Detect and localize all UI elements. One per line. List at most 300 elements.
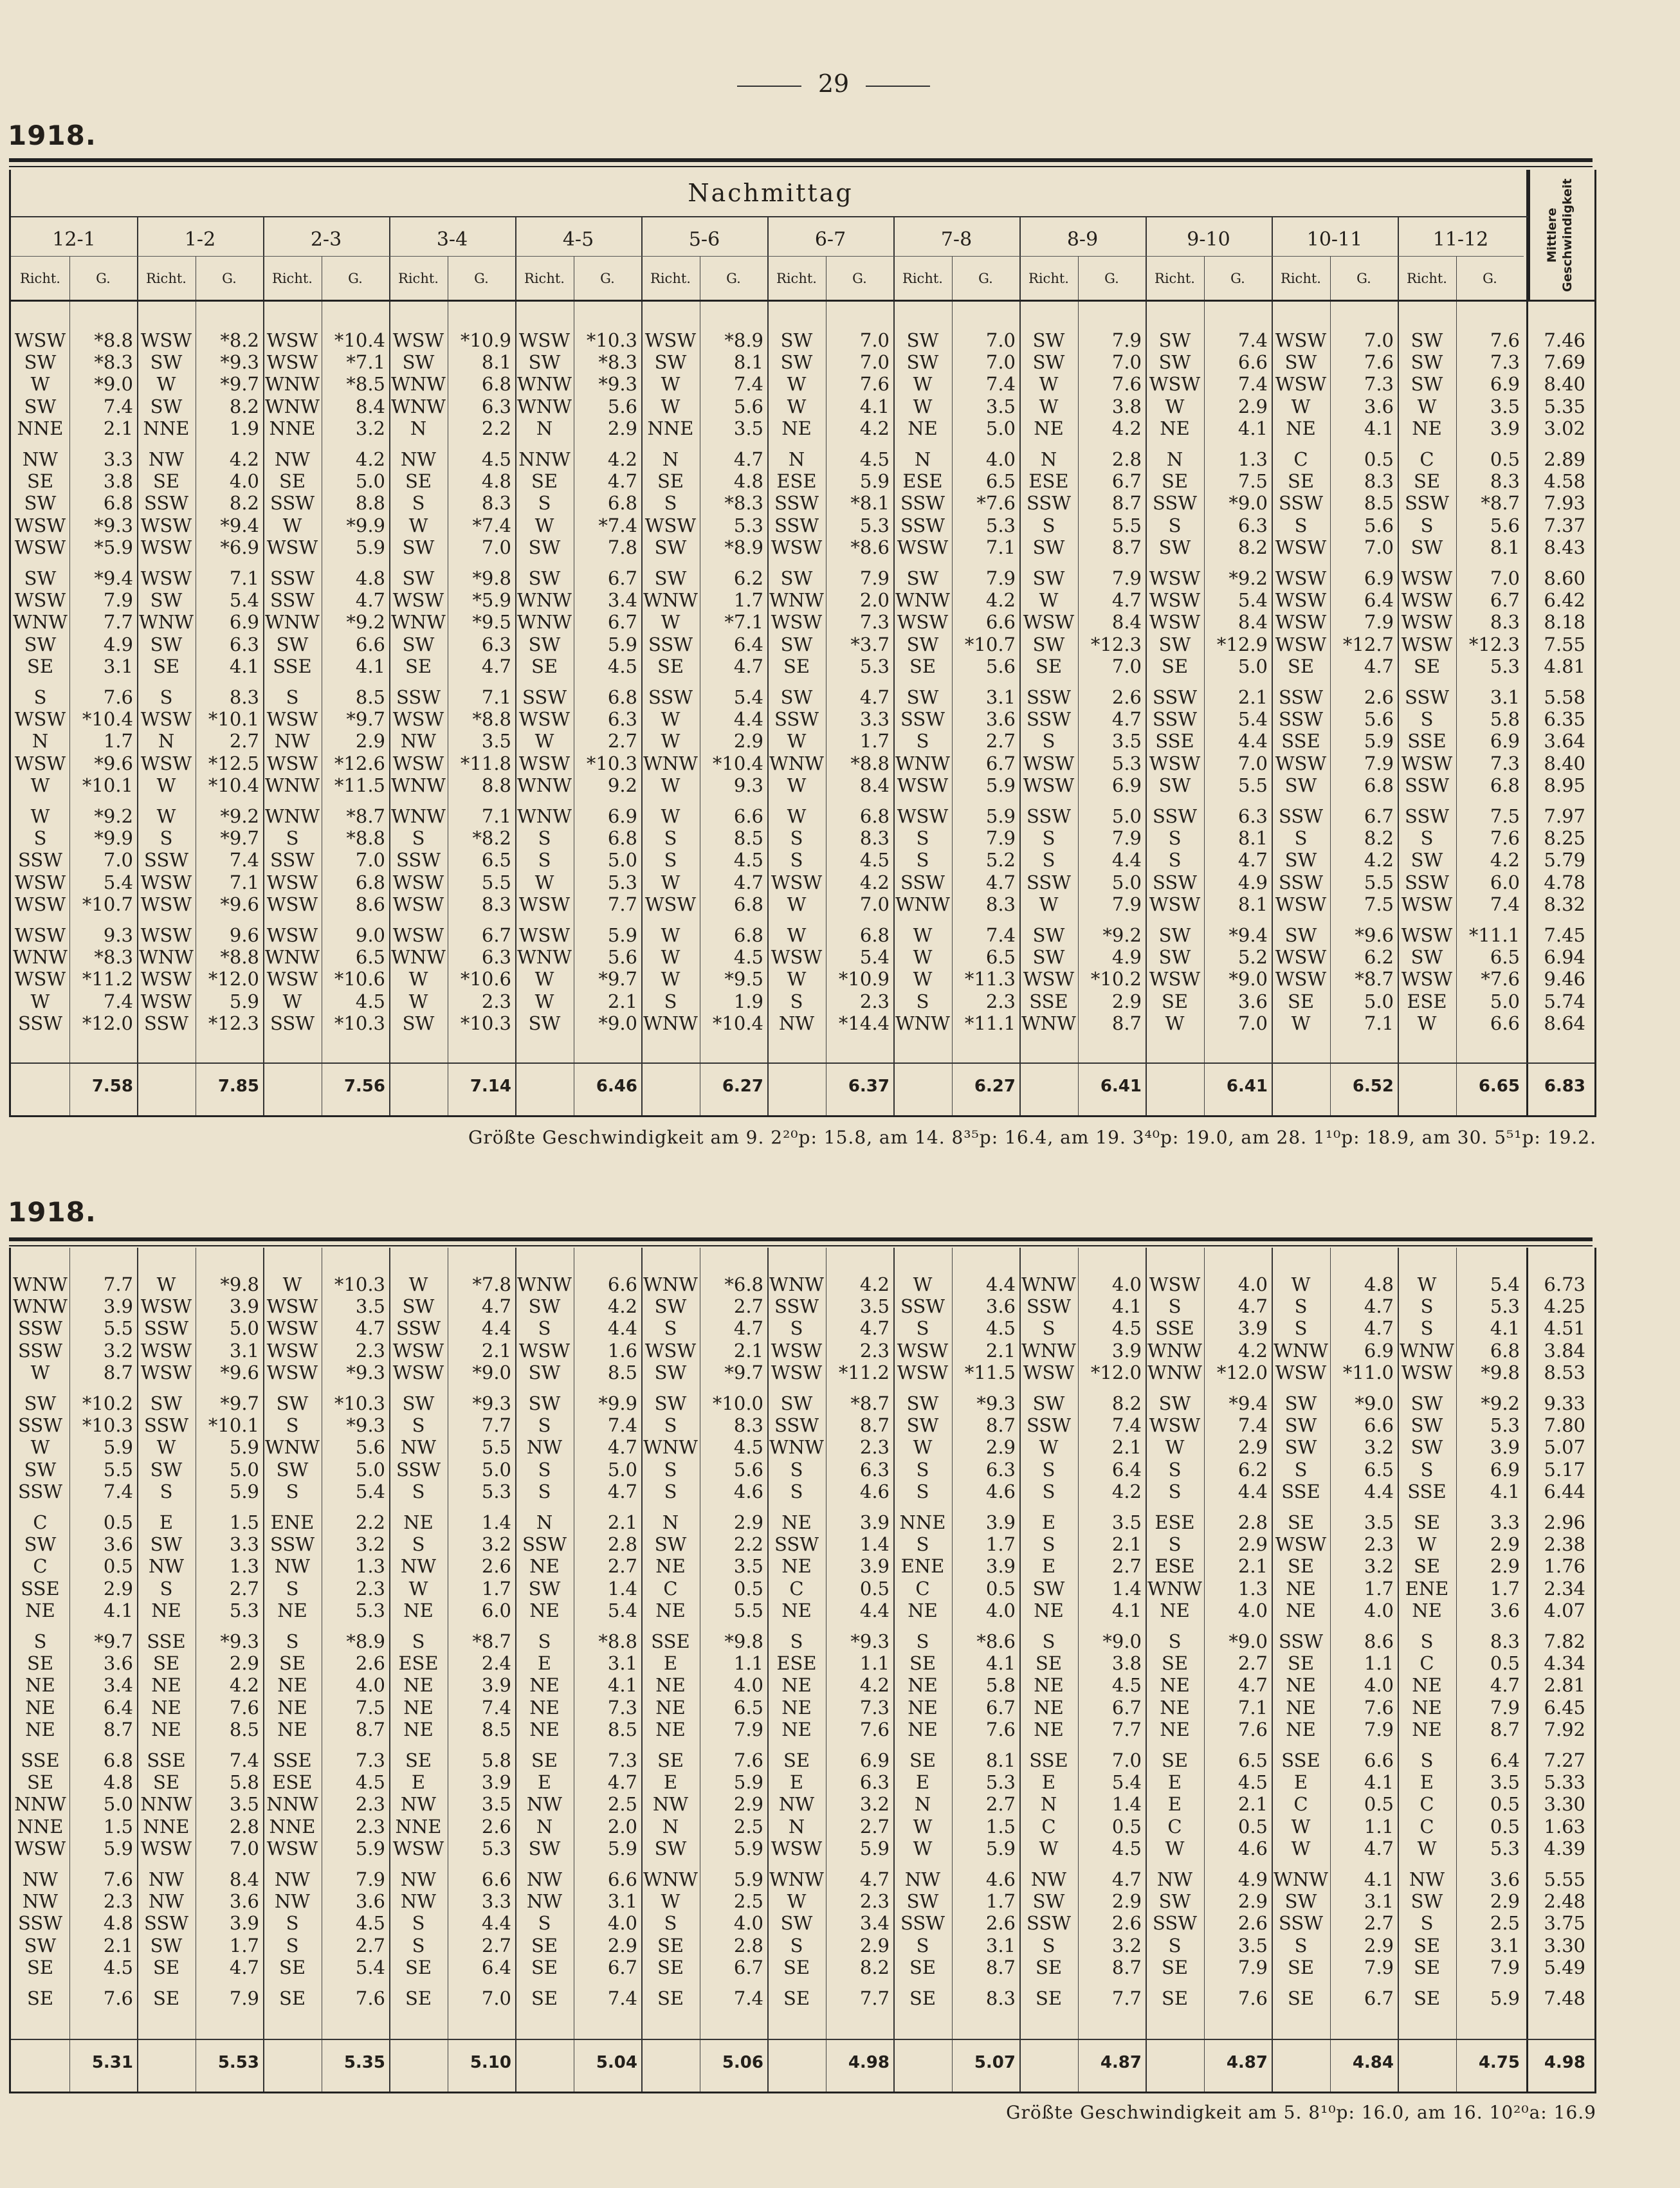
speed-cell: 4.7 [1237, 1674, 1268, 1697]
direction-cell: NE [529, 1599, 560, 1621]
direction-cell: SW [1032, 351, 1065, 374]
direction-cell: SSW [1152, 1912, 1198, 1935]
direction-cell: NE [25, 1674, 55, 1697]
mean-cell: 2.38 [1544, 1533, 1585, 1556]
direction-cell: NE [529, 1718, 560, 1740]
direction-cell: WSW [140, 1837, 192, 1859]
speed-cell: *11.1 [964, 1012, 1016, 1034]
direction-cell: S [1168, 1934, 1182, 1956]
speed-cell: 4.1 [607, 1674, 637, 1697]
speed-cell: 5.4 [607, 1599, 637, 1621]
speed-cell: 4.8 [355, 567, 385, 589]
direction-cell: WSW [14, 536, 66, 558]
speed-cell: 5.0 [1111, 871, 1142, 893]
direction-cell: NE [25, 1599, 55, 1621]
speed-cell: 1.1 [733, 1652, 763, 1675]
direction-cell: N [536, 417, 553, 439]
direction-cell: NE [529, 1696, 560, 1718]
direction-cell: S [412, 1934, 425, 1956]
speed-cell: 7.7 [607, 893, 637, 915]
direction-cell: S [1168, 827, 1182, 850]
direction-cell: WSW [140, 536, 192, 558]
speed-cell: 8.2 [1364, 827, 1394, 850]
speed-cell: 2.1 [607, 990, 637, 1012]
direction-cell: W [282, 1273, 302, 1295]
speed-cell: 6.0 [481, 1599, 511, 1621]
mean-cell: 8.18 [1544, 611, 1585, 634]
direction-cell: SE [1161, 1956, 1189, 1978]
direction-cell: WNW [769, 1273, 824, 1295]
speed-cell: 7.9 [1111, 893, 1142, 915]
total-cell: 5.10 [470, 2053, 511, 2072]
speed-cell: 7.6 [1237, 1718, 1268, 1740]
direction-cell: W [661, 946, 680, 969]
direction-cell: SE [1161, 655, 1189, 677]
speed-cell: 6.5 [1364, 1458, 1394, 1481]
direction-cell: WSW [392, 893, 444, 915]
direction-cell: SW [654, 536, 687, 558]
speed-cell: 7.0 [859, 351, 890, 374]
speed-cell: 1.3 [1237, 1577, 1268, 1600]
speed-cell: 4.8 [481, 470, 511, 493]
mean-cell: 2.89 [1544, 448, 1585, 470]
speed-cell: 4.4 [1364, 1480, 1394, 1502]
direction-cell: W [408, 968, 428, 990]
direction-cell: SW [528, 1295, 561, 1318]
mean-cell: 9.46 [1544, 968, 1585, 990]
mean-header-label [1544, 179, 1575, 293]
mean-cell: 7.69 [1544, 351, 1585, 374]
direction-cell: C [1420, 1815, 1434, 1837]
speed-cell: 5.0 [103, 1793, 133, 1816]
direction-cell: S [1420, 1749, 1434, 1771]
speed-cell: *8.8 [850, 752, 890, 774]
total-cell: 6.52 [1352, 1077, 1394, 1096]
speed-cell: 5.3 [481, 1480, 511, 1502]
direction-cell: WSW [14, 893, 66, 915]
speed-cell: 3.9 [1237, 1317, 1268, 1340]
direction-cell: ENE [900, 1555, 945, 1578]
speed-cell: 4.7 [1364, 655, 1394, 677]
speed-cell: 7.5 [1364, 893, 1394, 915]
direction-cell: SSW [269, 589, 315, 612]
direction-cell: WNW [769, 589, 824, 612]
mean-cell: 8.60 [1544, 567, 1585, 589]
direction-cell: S [1294, 1317, 1308, 1340]
direction-cell: S [1042, 730, 1055, 752]
direction-cell: WSW [266, 752, 318, 774]
direction-cell: SSW [1152, 492, 1198, 515]
direction-cell: ESE [776, 1652, 817, 1675]
direction-cell: W [1165, 395, 1185, 417]
speed-cell: 2.2 [481, 417, 511, 439]
direction-cell: W [1417, 1273, 1437, 1295]
direction-cell: NE [655, 1674, 686, 1697]
direction-cell: S [286, 1630, 299, 1652]
direction-cell: S [916, 1630, 929, 1652]
direction-cell: SSW [774, 708, 819, 731]
direction-cell: WNW [517, 395, 572, 417]
speed-cell: 3.5 [985, 395, 1016, 417]
direction-cell: WSW [518, 752, 571, 774]
direction-cell: SSE [273, 655, 312, 677]
speed-cell: 7.4 [1111, 1414, 1142, 1437]
direction-cell: S [286, 1414, 299, 1437]
direction-cell: SSW [774, 1414, 819, 1437]
speed-cell: *9.7 [94, 1630, 133, 1652]
speed-cell: 3.5 [859, 1295, 890, 1318]
speed-cell: *9.3 [472, 1392, 511, 1414]
direction-cell: SE [657, 1934, 684, 1956]
speed-cell: 7.4 [1237, 1414, 1268, 1437]
direction-cell: S [160, 1577, 173, 1600]
direction-cell: SW [402, 1012, 435, 1034]
direction-cell: WSW [1275, 1361, 1327, 1383]
hour-label: 2-3 [310, 228, 342, 251]
direction-cell: WSW [518, 708, 571, 731]
speed-cell: 5.4 [1237, 589, 1268, 612]
direction-cell: SE [152, 1956, 180, 1978]
direction-cell: S [1420, 1630, 1434, 1652]
speed-cell: 9.3 [103, 924, 133, 946]
speed-cell: 3.4 [607, 589, 637, 612]
speed-cell: 5.5 [103, 1317, 133, 1340]
speed-subheader: G. [322, 256, 389, 300]
direction-cell: WSW [14, 968, 66, 990]
speed-cell: *12.3 [208, 1012, 259, 1034]
direction-cell: SE [405, 470, 432, 493]
speed-cell: 4.2 [607, 1295, 637, 1318]
speed-cell: 3.5 [1237, 1934, 1268, 1956]
speed-cell: 7.9 [355, 1868, 385, 1890]
direction-cell: SW [1032, 1392, 1065, 1414]
speed-cell: *10.4 [82, 708, 133, 731]
speed-cell: 8.7 [1111, 1012, 1142, 1034]
speed-cell: 4.7 [607, 1771, 637, 1794]
direction-cell: WSW [1401, 1361, 1453, 1383]
direction-cell: WNW [517, 805, 572, 827]
speed-cell: 2.3 [355, 1793, 385, 1816]
speed-cell: 3.6 [103, 1533, 133, 1556]
direction-cell: NE [1412, 1696, 1442, 1718]
direction-cell: W [661, 708, 680, 731]
speed-cell: 6.8 [1490, 774, 1520, 796]
speed-cell: 2.5 [607, 1793, 637, 1816]
mean-cell: 6.94 [1544, 946, 1585, 969]
direction-cell: SW [780, 1392, 813, 1414]
speed-cell: 6.7 [1364, 805, 1394, 827]
speed-cell: 3.6 [1490, 1868, 1520, 1890]
speed-cell: 6.0 [1490, 871, 1520, 893]
speed-cell: 2.6 [1364, 686, 1394, 708]
speed-cell: 0.5 [1364, 1793, 1394, 1816]
speed-cell: 8.7 [355, 1718, 385, 1740]
speed-cell: 0.5 [1364, 448, 1394, 470]
speed-cell: 4.1 [985, 1652, 1016, 1675]
speed-cell: *9.2 [1102, 924, 1142, 946]
direction-cell: NW [148, 448, 185, 470]
speed-cell: 1.7 [985, 1890, 1016, 1913]
direction-cell: NE [25, 1696, 55, 1718]
speed-cell: *9.2 [1481, 1392, 1520, 1414]
direction-cell: WSW [644, 893, 697, 915]
speed-cell: 9.2 [607, 774, 637, 796]
speed-cell: 2.5 [733, 1815, 763, 1837]
mean-cell: 8.32 [1544, 893, 1585, 915]
speed-cell: 1.7 [481, 1577, 511, 1600]
speed-cell: 6.4 [1490, 1749, 1520, 1771]
direction-cell: N [788, 1815, 805, 1837]
direction-cell: WNW [391, 805, 446, 827]
direction-cell: S [1294, 827, 1308, 850]
speed-cell: 3.2 [355, 1533, 385, 1556]
speed-cell: 6.7 [733, 1956, 763, 1978]
direction-cell: SSW [900, 871, 945, 893]
direction-cell: NW [652, 1793, 689, 1816]
speed-cell: 1.7 [229, 1934, 259, 1956]
total-cell: 4.87 [1100, 2053, 1142, 2072]
direction-cell: ESE [272, 1771, 313, 1794]
speed-cell: 1.7 [1490, 1577, 1520, 1600]
speed-cell: *8.8 [94, 329, 133, 351]
direction-cell: SW [24, 395, 57, 417]
speed-cell: 4.1 [1364, 1771, 1394, 1794]
speed-cell: *9.8 [724, 1630, 763, 1652]
speed-cell: *8.3 [724, 492, 763, 515]
direction-cell: WSW [771, 1339, 823, 1362]
speed-cell: 4.9 [103, 633, 133, 655]
speed-cell: 1.1 [1364, 1815, 1394, 1837]
speed-cell: 6.9 [1364, 567, 1394, 589]
direction-cell: SW [150, 1533, 183, 1556]
speed-cell: 7.4 [229, 1749, 259, 1771]
speed-cell: 8.5 [733, 827, 763, 850]
direction-cell: W [156, 1436, 176, 1459]
speed-cell: *10.0 [712, 1392, 763, 1414]
direction-cell: SW [654, 1533, 687, 1556]
direction-cell: S [33, 827, 47, 850]
speed-cell: *8.6 [976, 1630, 1016, 1652]
direction-cell: SSW [900, 1295, 945, 1318]
direction-cell: SW [1411, 1392, 1443, 1414]
speed-cell: 5.3 [1490, 1295, 1520, 1318]
direction-cell: SSW [1152, 871, 1198, 893]
direction-cell: SW [1158, 924, 1191, 946]
speed-cell: 5.9 [229, 990, 259, 1012]
mean-cell: 4.07 [1544, 1599, 1585, 1621]
direction-cell: SE [657, 655, 684, 677]
speed-cell: 1.7 [1364, 1577, 1394, 1600]
direction-cell: W [913, 968, 933, 990]
speed-cell: 5.3 [985, 1771, 1016, 1794]
direction-cell: WNW [895, 752, 950, 774]
section2-table [9, 1248, 1596, 2093]
speed-cell: 7.6 [103, 686, 133, 708]
direction-cell: NE [908, 1599, 938, 1621]
direction-cell: W [282, 514, 302, 536]
speed-cell: *6.9 [220, 536, 259, 558]
direction-cell: SW [150, 633, 183, 655]
direction-cell: SW [402, 351, 435, 374]
direction-cell: ESE [1028, 470, 1069, 493]
direction-cell: S [33, 1630, 47, 1652]
speed-cell: 8.6 [355, 893, 385, 915]
direction-cell: C [33, 1555, 48, 1578]
direction-cell: SW [402, 1295, 435, 1318]
direction-cell: WSW [1401, 633, 1453, 655]
direction-cell: SSW [17, 1317, 63, 1340]
direction-cell: S [1168, 514, 1182, 536]
speed-cell: 2.1 [733, 1339, 763, 1362]
total-cell: 6.46 [596, 1077, 637, 1096]
direction-cell: SE [278, 1652, 306, 1675]
direction-cell: SW [528, 1361, 561, 1383]
speed-cell: 3.3 [481, 1890, 511, 1913]
mean-cell: 8.64 [1544, 1012, 1585, 1034]
speed-cell: 3.6 [103, 1652, 133, 1675]
direction-cell: WSW [771, 611, 823, 634]
speed-cell: *9.7 [724, 1361, 763, 1383]
direction-cell: WNW [265, 805, 320, 827]
direction-cell: W [661, 373, 680, 396]
direction-cell: NE [1412, 1674, 1442, 1697]
direction-cell: SE [1413, 1934, 1441, 1956]
speed-cell: 8.5 [607, 1718, 637, 1740]
speed-cell: 5.3 [985, 514, 1016, 536]
direction-cell: S [412, 827, 425, 850]
speed-cell: 4.6 [733, 1480, 763, 1502]
speed-cell: 6.3 [859, 1771, 890, 1794]
direction-cell: SE [26, 470, 54, 493]
direction-cell: W [787, 373, 807, 396]
direction-cell: WSW [1401, 924, 1453, 946]
speed-cell: *8.7 [850, 1392, 890, 1414]
direction-cell: SE [26, 1987, 54, 2009]
speed-cell: 8.1 [1237, 827, 1268, 850]
speed-cell: 2.7 [229, 730, 259, 752]
direction-cell: SW [24, 633, 57, 655]
speed-cell: 2.7 [1111, 1555, 1142, 1578]
direction-cell: W [787, 1890, 807, 1913]
speed-cell: 4.5 [607, 655, 637, 677]
direction-cell: ENE [1405, 1577, 1449, 1600]
direction-cell: S [538, 849, 551, 871]
direction-cell: S [916, 1458, 929, 1481]
direction-cell: NE [25, 1718, 55, 1740]
speed-cell: 7.9 [733, 1718, 763, 1740]
speed-cell: *10.7 [964, 633, 1016, 655]
direction-cell: SW [906, 633, 939, 655]
direction-cell: S [1168, 849, 1182, 871]
speed-cell: 7.0 [481, 1987, 511, 2009]
direction-cell: SW [906, 351, 939, 374]
direction-cell: S [412, 1533, 425, 1556]
speed-cell: 3.1 [103, 655, 133, 677]
speed-cell: 3.1 [229, 1339, 259, 1362]
direction-cell: WSW [771, 946, 823, 969]
direction-cell: WSW [1023, 752, 1075, 774]
speed-cell: 7.9 [1490, 1956, 1520, 1978]
direction-cell: SE [657, 470, 684, 493]
speed-cell: 7.7 [481, 1414, 511, 1437]
direction-cell: WNW [1021, 1012, 1076, 1034]
direction-cell: SW [150, 1934, 183, 1956]
direction-cell: NW [274, 730, 311, 752]
direction-cell: S [33, 686, 47, 708]
speed-cell: 4.0 [1364, 1674, 1394, 1697]
speed-cell: 0.5 [103, 1555, 133, 1578]
speed-cell: 1.5 [103, 1815, 133, 1837]
direction-cell: SW [780, 686, 813, 708]
direction-cell: E [789, 1771, 804, 1794]
direction-cell: SSE [1155, 730, 1194, 752]
speed-cell: 0.5 [733, 1577, 763, 1600]
direction-cell: NE [1412, 1718, 1442, 1740]
speed-cell: 5.4 [1490, 1273, 1520, 1295]
mean-cell: 5.35 [1544, 395, 1585, 417]
direction-cell: WSW [644, 329, 697, 351]
speed-cell: 5.0 [355, 470, 385, 493]
direction-cell: WSW [392, 329, 444, 351]
total-cell: 4.75 [1478, 2053, 1520, 2072]
speed-cell: 7.6 [1364, 1696, 1394, 1718]
direction-cell: N [1040, 1793, 1057, 1816]
direction-cell: SW [780, 1912, 813, 1935]
direction-cell: SE [531, 1934, 558, 1956]
speed-cell: 3.5 [1490, 1771, 1520, 1794]
direction-cell: SW [906, 1414, 939, 1437]
speed-cell: 4.2 [859, 871, 890, 893]
direction-cell: ENE [270, 1511, 315, 1533]
direction-cell: SSW [522, 686, 567, 708]
speed-cell: 3.9 [859, 1555, 890, 1578]
speed-cell: 5.0 [229, 1458, 259, 1481]
direction-cell: SE [531, 655, 558, 677]
speed-cell: 6.4 [1364, 589, 1394, 612]
speed-cell: 2.9 [1237, 1890, 1268, 1913]
section1-top-rule [9, 158, 1593, 162]
direction-cell: SE [909, 1749, 936, 1771]
speed-cell: 7.9 [985, 567, 1016, 589]
direction-cell: NE [1034, 1599, 1064, 1621]
speed-cell: 4.5 [103, 1956, 133, 1978]
direction-cell: WNW [1147, 1361, 1202, 1383]
speed-cell: *9.2 [346, 611, 385, 634]
direction-cell: SW [1032, 1577, 1065, 1600]
speed-cell: 3.1 [985, 686, 1016, 708]
direction-cell: C [1420, 448, 1434, 470]
speed-cell: 2.3 [355, 1577, 385, 1600]
speed-cell: *9.8 [1481, 1361, 1520, 1383]
direction-cell: SE [783, 1749, 810, 1771]
direction-cell: W [156, 805, 176, 827]
direction-cell: SE [1413, 655, 1441, 677]
direction-cell: SW [780, 329, 813, 351]
speed-cell: *8.7 [472, 1630, 511, 1652]
speed-cell: 7.9 [859, 567, 890, 589]
speed-cell: 7.4 [229, 849, 259, 871]
speed-cell: 3.1 [1490, 1934, 1520, 1956]
speed-cell: 6.9 [1364, 1339, 1394, 1362]
direction-cell: WNW [391, 774, 446, 796]
speed-cell: 2.1 [1237, 686, 1268, 708]
speed-cell: 2.4 [481, 1652, 511, 1675]
hour-label: 3-4 [436, 228, 468, 251]
speed-cell: 7.3 [607, 1696, 637, 1718]
direction-cell: C [1041, 1815, 1056, 1837]
speed-cell: *10.3 [334, 1273, 385, 1295]
direction-cell: SE [1161, 990, 1189, 1012]
